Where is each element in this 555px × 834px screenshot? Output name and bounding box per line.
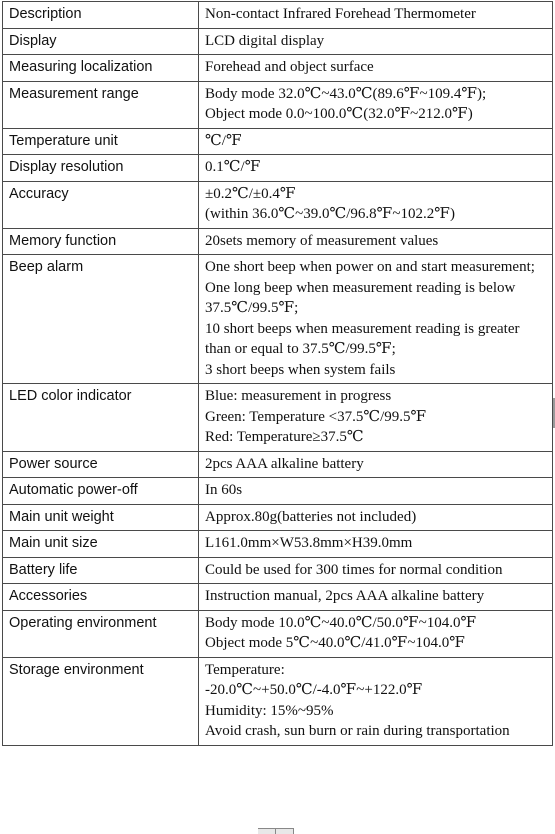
spec-row (3, 610, 553, 657)
spec-value-line: Red: Temperature≥37.5℃ (205, 429, 364, 445)
spec-value-line: ℃/℉ (205, 132, 242, 149)
spec-value-line: Could be used for 300 times for normal condition (205, 561, 503, 578)
spec-value-line: L161.0mm×W53.8mm×H39.0mm (205, 535, 413, 551)
spec-row (3, 478, 553, 505)
spec-value-line: Body mode 10.0℃~40.0℃/50.0℉~104.0℉ (205, 614, 477, 631)
spec-value-line: Blue: measurement in progress (205, 388, 392, 404)
spec-value-line: Approx.80g(batteries not included) (205, 508, 417, 525)
spec-value (199, 55, 553, 82)
spec-value-line: Avoid crash, sun burn or rain during transportation (205, 723, 510, 739)
spec-value (199, 181, 553, 228)
spec-value (199, 504, 553, 531)
spec-value-line: Body mode 32.0℃~43.0℃(89.6℉~109.4℉); (205, 85, 487, 102)
spec-value-line: 0.1℃/℉ (205, 159, 261, 175)
spec-label: Temperature unit (3, 128, 199, 155)
spec-label: Display (3, 28, 199, 55)
specification-table-body (3, 2, 553, 746)
spec-label: Operating environment (3, 610, 199, 657)
spec-value (199, 531, 553, 558)
spec-label: Storage environment (3, 657, 199, 745)
spec-value-line: In 60s (205, 482, 243, 498)
spec-value (199, 28, 553, 55)
spec-value (199, 228, 553, 255)
spec-label: Main unit weight (3, 504, 199, 531)
spec-value (199, 557, 553, 584)
spec-value-line: Green: Temperature <37.5℃/99.5℉ (205, 408, 427, 425)
spec-label: Measurement range (3, 81, 199, 128)
spec-value-line: Humidity: 15%~95% (205, 702, 334, 719)
spec-value-line: One long beep when measurement reading is below 37.5℃/99.5℉; (205, 279, 516, 316)
spec-label: Power source (3, 451, 199, 478)
spec-value (199, 128, 553, 155)
spec-row (3, 228, 553, 255)
spec-value-line: Non-contact Infrared Forehead Thermometer (205, 6, 476, 22)
spec-label: Memory function (3, 228, 199, 255)
spec-row (3, 584, 553, 611)
spec-row (3, 384, 553, 452)
spec-row (3, 255, 553, 384)
spec-value (199, 610, 553, 657)
spec-value-line: Forehead and object surface (205, 59, 374, 75)
spec-row (3, 657, 553, 745)
spec-value-line: ±0.2℃/±0.4℉ (205, 185, 296, 202)
spec-value (199, 2, 553, 29)
spec-value-line: 2pcs AAA alkaline battery (205, 455, 364, 472)
spec-label: Accessories (3, 584, 199, 611)
spec-label: Accuracy (3, 181, 199, 228)
resize-handle (258, 828, 294, 834)
spec-row (3, 181, 553, 228)
spec-value (199, 657, 553, 745)
spec-row (3, 451, 553, 478)
spec-value-line: Object mode 5℃~40.0℃/41.0℉~104.0℉ (205, 635, 465, 651)
spec-label: Automatic power-off (3, 478, 199, 505)
spec-value (199, 584, 553, 611)
spec-value-line: Instruction manual, 2pcs AAA alkaline battery (205, 588, 485, 604)
spec-label: Battery life (3, 557, 199, 584)
spec-label: Description (3, 2, 199, 29)
spec-label: Display resolution (3, 155, 199, 182)
spec-row (3, 128, 553, 155)
spec-value-line: 3 short beeps when system fails (205, 361, 396, 378)
spec-label: LED color indicator (3, 384, 199, 452)
spec-value (199, 384, 553, 452)
spec-label: Measuring localization (3, 55, 199, 82)
spec-value-line: 10 short beeps when measurement reading is greater than or equal to 37.5℃/99.5℉; (205, 320, 520, 357)
spec-value-line: Object mode 0.0~100.0℃(32.0℉~212.0℉) (205, 106, 473, 122)
specification-table (2, 1, 553, 746)
spec-row (3, 557, 553, 584)
spec-row (3, 2, 553, 29)
spec-value-line: -20.0℃~+50.0℃/-4.0℉~+122.0℉ (205, 682, 423, 698)
spec-row (3, 531, 553, 558)
spec-value-line: 20sets memory of measurement values (205, 232, 439, 249)
spec-value (199, 81, 553, 128)
spec-row (3, 504, 553, 531)
spec-value-line: (within 36.0℃~39.0℃/96.8℉~102.2℉) (205, 206, 455, 222)
spec-row (3, 28, 553, 55)
spec-value-line: One short beep when power on and start measurement; (205, 259, 535, 275)
spec-value-line: LCD digital display (205, 32, 325, 49)
spec-value (199, 155, 553, 182)
spec-value (199, 478, 553, 505)
spec-label: Main unit size (3, 531, 199, 558)
spec-value-line: Temperature: (205, 661, 285, 678)
spec-row (3, 81, 553, 128)
spec-value (199, 451, 553, 478)
spec-value (199, 255, 553, 384)
spec-row (3, 155, 553, 182)
spec-label: Beep alarm (3, 255, 199, 384)
spec-row (3, 55, 553, 82)
